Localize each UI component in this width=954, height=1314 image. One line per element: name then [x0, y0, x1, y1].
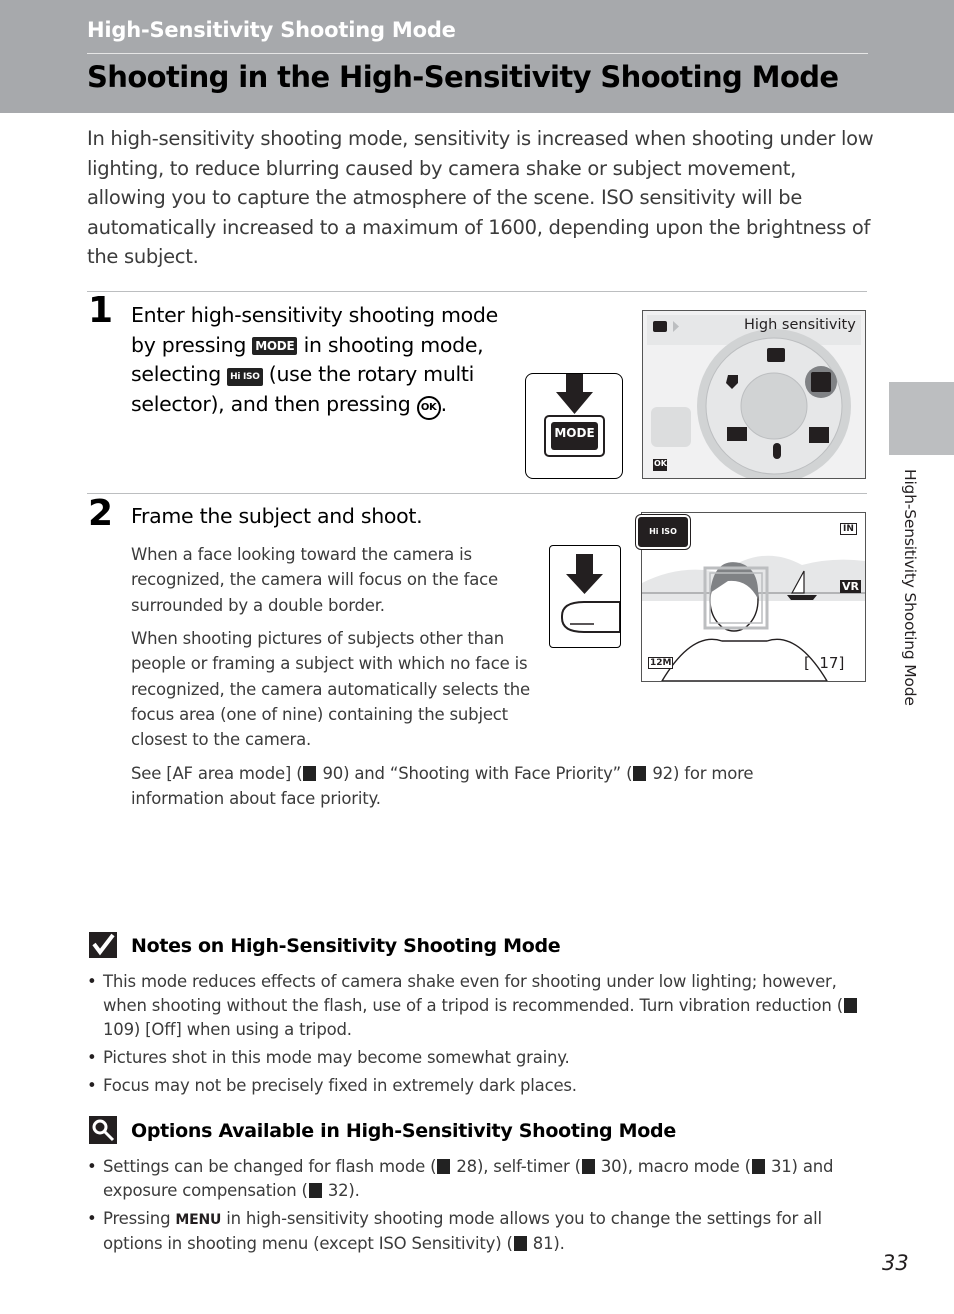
- page-ref-icon: [437, 1159, 450, 1174]
- mode-button-illustration: [525, 373, 623, 479]
- text-run: Focus may not be precisely fixed in extremely dark places.: [103, 1076, 577, 1095]
- divider: [87, 291, 867, 292]
- text-run: 31) and exposure compensation (: [103, 1157, 834, 1200]
- list-item: [87, 1046, 872, 1070]
- viewfinder-screen: [641, 512, 866, 682]
- divider: [87, 493, 867, 494]
- mode-button-label: MODE: [554, 426, 595, 440]
- step2-paragraph-3: [131, 761, 831, 812]
- text-run: 109) [Off] when using a tripod.: [103, 1020, 352, 1039]
- page-title: Shooting in the High-Sensitivity Shooting Mode: [87, 60, 839, 94]
- text-run: 92) for more information about face priority.: [131, 764, 754, 809]
- screen-mode-label: High sensitivity: [744, 317, 856, 333]
- page-ref-icon: [514, 1236, 527, 1251]
- step1-text-c: (use the rotary multi selector), and then pressing: [131, 362, 475, 416]
- menu-button-icon: MENU: [175, 1212, 222, 1228]
- page-ref-icon: [844, 998, 857, 1013]
- header-divider: [87, 53, 868, 54]
- text-run: See [AF area mode] (: [131, 764, 303, 783]
- page-ref-icon: [752, 1159, 765, 1174]
- options-list: [87, 1155, 872, 1260]
- text-run: 28), self-timer (: [451, 1157, 581, 1176]
- notes-title: Notes on High-Sensitivity Shooting Mode: [131, 935, 561, 957]
- check-mark-icon: [89, 932, 117, 958]
- text-run: Pictures shot in this mode may become somewhat grainy.: [103, 1048, 570, 1067]
- step-number: 1: [88, 290, 114, 331]
- rotary-dial-graphic: [643, 311, 865, 478]
- text-run: This mode reduces effects of camera shake even for shooting under low lighting; however, when shooting without the flash, use of a tripod is recommended. Turn vibration reduction (: [103, 972, 843, 1015]
- side-tab-label: High-Sensitivity Shooting Mode: [901, 469, 919, 706]
- header-band: [0, 0, 954, 113]
- list-item: [87, 970, 872, 1042]
- options-title: Options Available in High-Sensitivity Shooting Mode: [131, 1120, 676, 1142]
- press-down-arrow-icon: [550, 546, 620, 647]
- step2-paragraph-2: When shooting pictures of subjects other than people or framing a subject with which no face is recognized, the camera automatically selects the focus area (one of nine) containing the subject closest to the camera.: [131, 629, 530, 750]
- hi-iso-mode-badge: Hi ISO: [636, 515, 690, 549]
- step1-text-b: in shooting mode, selecting: [131, 332, 484, 386]
- intro-paragraph: In high-sensitivity shooting mode, sensitivity is increased when shooting under low lighting, to reduce blurring caused by camera shake or subject movement, allowing you to capture the atmosphere of the scene. ISO sensitivity will be automatically increased to a maximum of 1600, depending upon the brightness of the subject.: [87, 127, 874, 268]
- section-title: High-Sensitivity Shooting Mode: [87, 18, 456, 42]
- mode-selection-screen: [642, 310, 866, 479]
- chapter-tab: [889, 382, 954, 455]
- page-ref-icon: [309, 1183, 322, 1198]
- step1-instruction: [131, 301, 516, 420]
- list-item: [87, 1155, 872, 1203]
- list-item: [87, 1207, 872, 1256]
- text-run: 90) and “Shooting with Face Priority” (: [317, 764, 633, 783]
- step-number: 2: [88, 493, 114, 534]
- frames-remaining: [ 17]: [804, 654, 845, 672]
- step1-text-d: .: [440, 391, 447, 416]
- text-run: Settings can be changed for flash mode (: [103, 1157, 437, 1176]
- text-run: 81).: [527, 1234, 565, 1253]
- image-size-icon: 12M: [650, 658, 672, 668]
- internal-memory-icon: IN: [840, 523, 857, 535]
- text-run: 30), macro mode (: [595, 1157, 751, 1176]
- vibration-reduction-icon: VR: [842, 580, 859, 593]
- mode-button-icon: MODE: [252, 337, 297, 355]
- page-ref-icon: [582, 1159, 595, 1174]
- step2-title: Frame the subject and shoot.: [131, 504, 423, 528]
- text-run: in high-sensitivity shooting mode allows you to change the settings for all options in shooting menu (except ISO Sensitivity) (: [103, 1209, 822, 1253]
- page-ref-icon: [303, 766, 316, 781]
- page-ref-icon: [633, 766, 646, 781]
- ok-button-icon: OK: [417, 396, 441, 420]
- shutter-button-illustration: [549, 545, 621, 648]
- step2-paragraph-1: When a face looking toward the camera is recognized, the camera will focus on the face surrounded by a double border.: [131, 545, 498, 615]
- list-item: [87, 1074, 872, 1098]
- page-number: 33: [882, 1251, 909, 1275]
- menu-ok-label: OK: [654, 459, 667, 468]
- notes-list: [87, 970, 872, 1102]
- magnifier-note-icon: [89, 1116, 117, 1144]
- hi-iso-icon: Hi ISO: [227, 368, 262, 386]
- text-run: 32).: [322, 1181, 360, 1200]
- text-run: Pressing: [103, 1209, 176, 1228]
- frames-count: 17: [819, 654, 839, 672]
- step1-text-a: Enter high-sensitivity shooting mode by pressing: [131, 303, 498, 357]
